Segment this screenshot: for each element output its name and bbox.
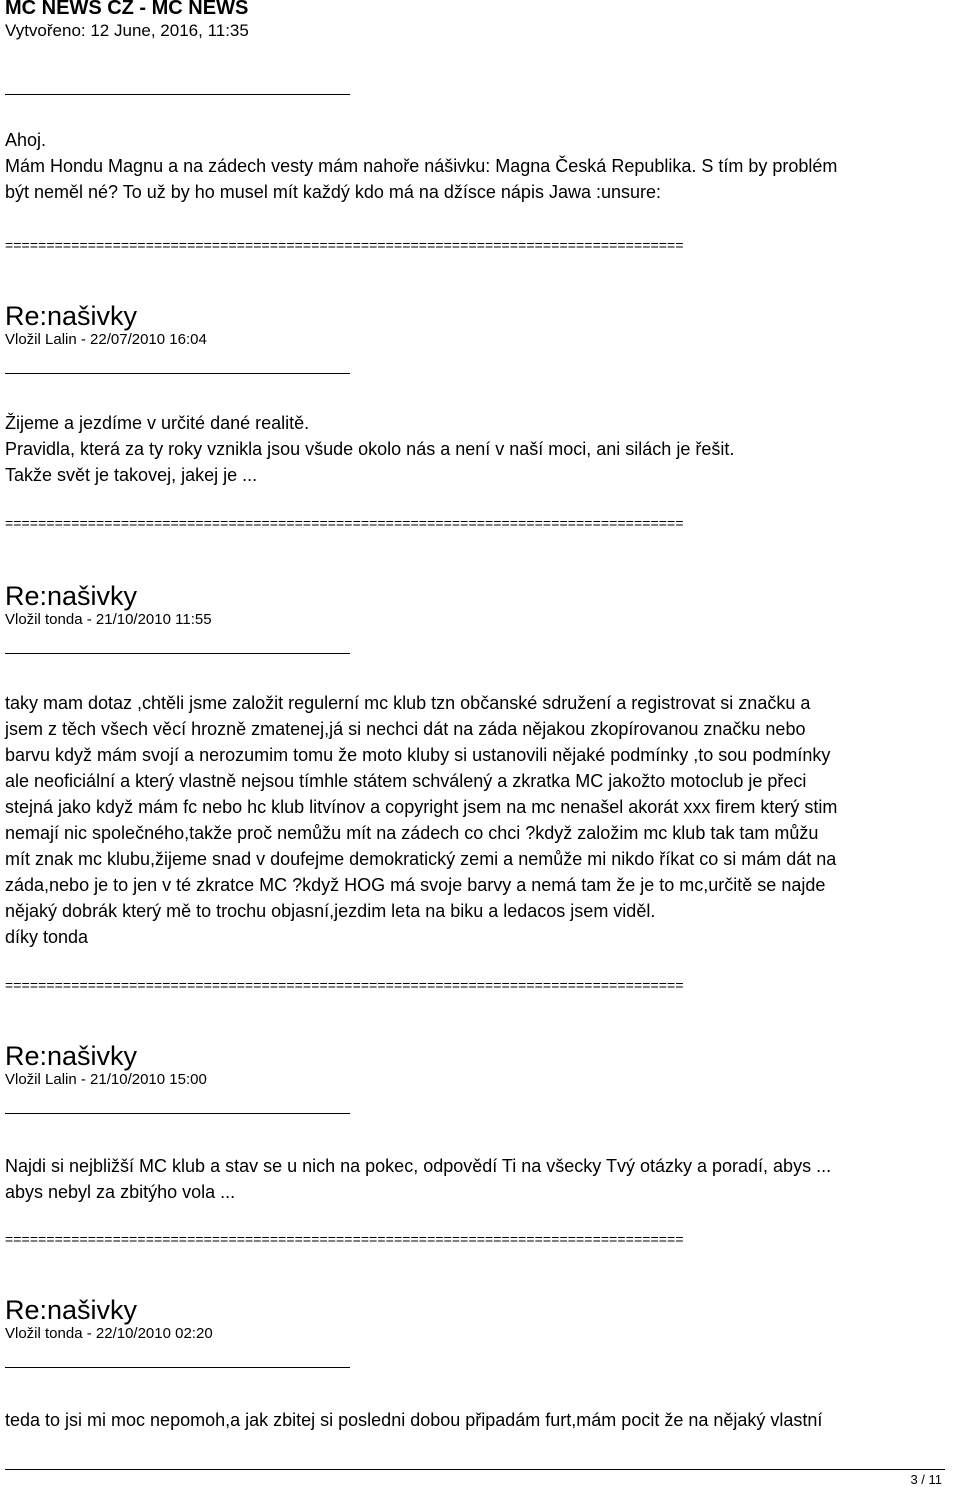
- footer-rule: [5, 1469, 945, 1470]
- divider: [5, 653, 350, 654]
- post-line: stejná jako když mám fc nebo hc klub litvínov a copyright jsem na mc nenašel akorát xxx firem který stim: [5, 797, 838, 817]
- post-line: teda to jsi mi moc nepomoh,a jak zbitej si posledni dobou připadám furt,mám pocit že na nějaký vlastní: [5, 1410, 823, 1430]
- post-title: Re:našivky: [5, 301, 138, 331]
- post-title: Re:našivky: [5, 581, 138, 611]
- created-date: Vytvořeno: 12 June, 2016, 11:35: [5, 21, 249, 40]
- post-line: barvu když mám svojí a nerozumim tomu že moto kluby si ustanovili nějaké podmínky ,to sou podmínky: [5, 745, 831, 765]
- post-line: Pravidla, která za ty roky vznikla jsou všude okolo nás a není v naší moci, ani silách je řešit.: [5, 439, 735, 459]
- intro-line: Mám Hondu Magnu a na zádech vesty mám nahoře nášivku: Magna Česká Republika. S tím by problém: [5, 156, 838, 176]
- post-line: mít znak mc klubu,žijeme snad v doufejme demokratický zemi a nemůže mi nikdo říkat co si mám dát na: [5, 849, 837, 869]
- intro-line: být neměl né? To už by ho musel mít každý kdo má na džísce nápis Jawa :unsure:: [5, 182, 662, 202]
- divider: [5, 94, 350, 95]
- post-line: Takže svět je takovej, jakej je ...: [5, 465, 258, 485]
- site-title: MC NEWS CZ - MC NEWS: [5, 0, 249, 19]
- divider: [5, 1367, 350, 1368]
- post-line: abys nebyl za zbitýho vola ...: [5, 1182, 236, 1202]
- post-line: ale neoficiální a který vlastně nejsou tímhle státem schválený a zkratka MC jakožto motoclub je přeci: [5, 771, 807, 791]
- post-meta: Vložil tonda - 22/10/2010 02:20: [5, 1325, 213, 1342]
- separator: ==================================================================================: [5, 977, 684, 993]
- page-number: 3 / 11: [910, 1472, 942, 1487]
- post-title: Re:našivky: [5, 1041, 138, 1071]
- post-line: Najdi si nejbližší MC klub a stav se u nich na pokec, odpovědí Ti na všecky Tvý otázky a poradí, abys ...: [5, 1156, 832, 1176]
- post-line: záda,nebo je to jen v té zkratce MC ?když HOG má svoje barvy a nemá tam že je to mc,určitě se najde: [5, 875, 826, 895]
- post-meta: Vložil Lalin - 22/07/2010 16:04: [5, 331, 207, 348]
- post-line: nemají nic společného,takže proč nemůžu mít na zádech co chci ?když založim mc klub tak tam můžu: [5, 823, 819, 843]
- post-line: nějaký dobrák který mě to trochu objasní,jezdim leta na biku a ledacos jsem viděl.: [5, 901, 656, 921]
- post-title: Re:našivky: [5, 1295, 138, 1325]
- post-meta: Vložil Lalin - 21/10/2010 15:00: [5, 1071, 207, 1088]
- intro-line: Ahoj.: [5, 130, 47, 150]
- post-line: díky tonda: [5, 927, 89, 947]
- post-line: jsem z těch všech věcí hrozně zmatenej,já si nechci dát na záda nějakou zkopírovanou značku nebo: [5, 719, 806, 739]
- post-meta: Vložil tonda - 21/10/2010 11:55: [5, 611, 212, 628]
- divider: [5, 373, 350, 374]
- post-line: taky mam dotaz ,chtěli jsme založit regulerní mc klub tzn občanské sdružení a registrovat si značku a: [5, 693, 811, 713]
- separator: ==================================================================================: [5, 1231, 684, 1247]
- post-line: Žijeme a jezdíme v určité dané realitě.: [5, 413, 310, 433]
- divider: [5, 1113, 350, 1114]
- separator: ==================================================================================: [5, 237, 684, 253]
- separator: ==================================================================================: [5, 515, 684, 531]
